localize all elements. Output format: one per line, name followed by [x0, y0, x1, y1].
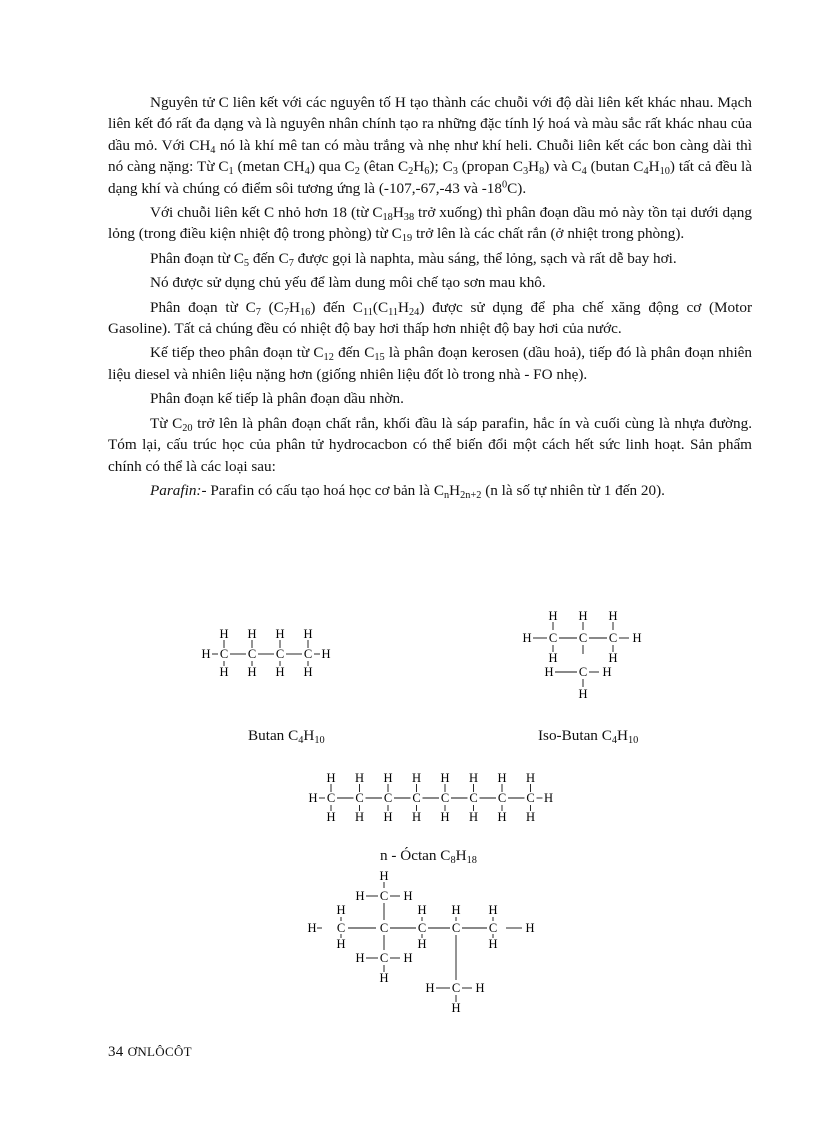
- paragraph-7: Phân đoạn kế tiếp là phân đoạn dầu nhờn.: [150, 390, 404, 408]
- hydrogen-atom: H: [411, 771, 422, 785]
- hydrogen-atom: H: [525, 810, 536, 824]
- hydrogen-atom: H: [632, 631, 642, 645]
- hydrogen-atom: H: [440, 810, 450, 824]
- hydrogen-atom: H: [488, 903, 498, 917]
- hydrogen-atom: H: [247, 665, 257, 679]
- hydrogen-atom: H: [525, 921, 535, 935]
- caption-octan: n - Óctan $C_8H_{18}$: [380, 847, 477, 867]
- hydrogen-atom: H: [326, 771, 336, 785]
- hydrogen-atom: H: [602, 665, 612, 679]
- octan-structure: [296, 768, 566, 828]
- hydrogen-atom: H: [608, 609, 618, 623]
- paragraph-1: Nguyên tử C liên kết với các nguyên tố H tạo thành các chuỗi với độ dài liên kết khác nhau. Mạch liên kết đó rất đa dạng và là nguyên nhân chính tạo ra những đặc tính lý hoá và màu sắc rất khác nhau của dầu mỏ. Với $CH_4$ nó là khí mê tan có màu trắng và nhẹ như khí heli. Chuỗi liên kết các bon càng dài thì nó càng nặng: Từ $C_1$ (metan $CH_4$) qua $C_2$ (êtan $C_2H_6$); $C_3$ (propan $C_3H_8$) và $C_4$ (butan $C_4H_{10}$) tất cả đều là dạng khí và chúng có điểm sôi tương ứng là (-107,-67,-43 và $-18^0C$).: [108, 94, 753, 197]
- paragraph-4: Nó được sử dụng chủ yếu để làm dung môi chế tạo sơn mau khô.: [150, 274, 546, 292]
- paragraph-9: Parafin:- Parafin có cấu tạo hoá học cơ bản là $C_nH_{2n+2}$ (n là số tự nhiên từ 1 đến 20).: [150, 481, 665, 501]
- hydrogen-atom: H: [201, 647, 211, 661]
- hydrogen-atom: H: [219, 627, 229, 641]
- hydrogen-atom: H: [308, 791, 318, 805]
- carbon-atom: C: [578, 631, 588, 645]
- page-body: [108, 92, 752, 501]
- paragraph-8: Từ $C_{20}$ trở lên là phân đoạn chất rắn, khối đầu là sáp parafin, hắc ín và cuối cùng là nhựa đường. Tóm lại, cấu trúc học của phân tử hydrocacbon có thể biến đổi một cách hết sức linh hoạt. Sản phẩm chính có thể là các loại sau:: [108, 414, 752, 475]
- hydrogen-atom: H: [354, 810, 365, 824]
- hydrogen-atom: H: [488, 937, 498, 951]
- page-footer: [108, 1044, 192, 1061]
- hydrogen-atom: H: [403, 889, 413, 903]
- carbon-atom: C: [336, 921, 346, 935]
- carbon-atom: C: [412, 791, 421, 805]
- hydrogen-atom: H: [548, 651, 558, 665]
- hydrogen-atom: H: [440, 771, 450, 785]
- hydrogen-atom: H: [475, 981, 485, 995]
- hydrogen-atom: H: [307, 921, 317, 935]
- hydrogen-atom: H: [451, 903, 461, 917]
- hydrogen-atom: H: [355, 889, 365, 903]
- hydrogen-atom: H: [578, 687, 588, 701]
- hydrogen-atom: H: [219, 665, 229, 679]
- hydrogen-atom: H: [383, 771, 393, 785]
- caption-isobutan: Iso-Butan $C_4H_{10}$: [538, 727, 639, 747]
- hydrogen-atom: H: [247, 627, 257, 641]
- isobutan-structure: [515, 608, 665, 708]
- carbon-atom: C: [608, 631, 618, 645]
- hydrogen-atom: H: [354, 771, 365, 785]
- hydrogen-atom: H: [525, 771, 536, 785]
- hydrogen-atom: H: [411, 810, 422, 824]
- publisher-name: ƠNLÔCÔT: [127, 1044, 192, 1059]
- hydrogen-atom: H: [379, 870, 389, 883]
- hydrogen-atom: H: [544, 665, 554, 679]
- carbon-atom: C: [326, 791, 336, 805]
- carbon-atom: C: [303, 647, 313, 661]
- hydrogen-atom: H: [468, 810, 479, 824]
- hydrogen-atom: H: [275, 665, 285, 679]
- hydrogen-atom: H: [383, 810, 393, 824]
- carbon-atom: C: [440, 791, 450, 805]
- butan-structure: [190, 622, 350, 684]
- paragraph-3: Phân đoạn từ $C_5$ đến $C_7$ được gọi là naphta, màu sáng, thể lỏng, sạch và rất dễ bay hơi.: [150, 249, 677, 269]
- hydrogen-atom: H: [497, 771, 507, 785]
- carbon-atom: C: [417, 921, 427, 935]
- branched-octan-structure: [300, 870, 550, 1012]
- carbon-atom: C: [379, 921, 389, 935]
- carbon-atom: C: [355, 791, 364, 805]
- hydrogen-atom: H: [336, 937, 346, 951]
- carbon-atom: C: [219, 647, 229, 661]
- hydrogen-atom: H: [379, 971, 389, 985]
- hydrogen-atom: H: [548, 609, 558, 623]
- hydrogen-atom: H: [417, 937, 427, 951]
- paragraph-6: Kế tiếp theo phân đoạn từ $C_{12}$ đến $C_{15}$ là phân đoạn kerosen (dầu hoả), tiếp đó là phân đoạn nhiên liệu diesel và nhiên liệu nặng hơn (giống nhiên liệu đốt lò trong nhà - FO nhẹ).: [108, 344, 752, 383]
- carbon-atom: C: [275, 647, 285, 661]
- carbon-atom: C: [451, 981, 461, 995]
- hydrogen-atom: H: [497, 810, 507, 824]
- carbon-atom: C: [247, 647, 257, 661]
- carbon-atom: C: [379, 889, 389, 903]
- page-number: 34: [108, 1044, 124, 1060]
- hydrogen-atom: H: [326, 810, 336, 824]
- hydrogen-atom: H: [451, 1001, 461, 1012]
- carbon-atom: C: [526, 791, 535, 805]
- hydrogen-atom: H: [468, 771, 479, 785]
- carbon-atom: C: [497, 791, 507, 805]
- hydrogen-atom: H: [303, 665, 313, 679]
- carbon-atom: C: [548, 631, 558, 645]
- hydrogen-atom: H: [522, 631, 532, 645]
- hydrogen-atom: H: [425, 981, 435, 995]
- carbon-atom: C: [488, 921, 498, 935]
- hydrogen-atom: H: [321, 647, 331, 661]
- carbon-atom: C: [451, 921, 461, 935]
- caption-butan: Butan $C_4H_{10}$: [248, 727, 325, 747]
- hydrogen-atom: H: [275, 627, 285, 641]
- carbon-atom: C: [383, 791, 393, 805]
- hydrogen-atom: H: [417, 903, 427, 917]
- hydrogen-atom: H: [336, 903, 346, 917]
- hydrogen-atom: H: [403, 951, 413, 965]
- hydrogen-atom: H: [543, 791, 554, 805]
- hydrogen-atom: H: [303, 627, 313, 641]
- parafin-term: Parafin:: [150, 481, 202, 499]
- hydrogen-atom: H: [608, 651, 618, 665]
- paragraph-5: Phân đoạn từ $C_7$ $(C_7H_{16})$ đến $C_{11}(C_{11}H_{24})$ được sử dụng để pha chế xăng động cơ (Motor Gasoline). Tất cả chúng đều có nhiệt độ bay hơi thấp hơn nhiệt độ bay hơi của nước.: [108, 298, 753, 338]
- hydrogen-atom: H: [578, 609, 588, 623]
- hydrogen-atom: H: [355, 951, 365, 965]
- carbon-atom: C: [379, 951, 389, 965]
- paragraph-2: Với chuỗi liên kết C nhỏ hơn 18 (từ $C_{18}H_{38}$ trở xuống) thì phân đoạn dầu mỏ này tồn tại dưới dạng lỏng (trong điều kiện nhiệt độ trong phòng) từ $C_{19}$ trở lên là các chất rắn (ở nhiệt trong phòng).: [108, 204, 752, 245]
- carbon-atom: C: [578, 665, 588, 679]
- carbon-atom: C: [469, 791, 478, 805]
